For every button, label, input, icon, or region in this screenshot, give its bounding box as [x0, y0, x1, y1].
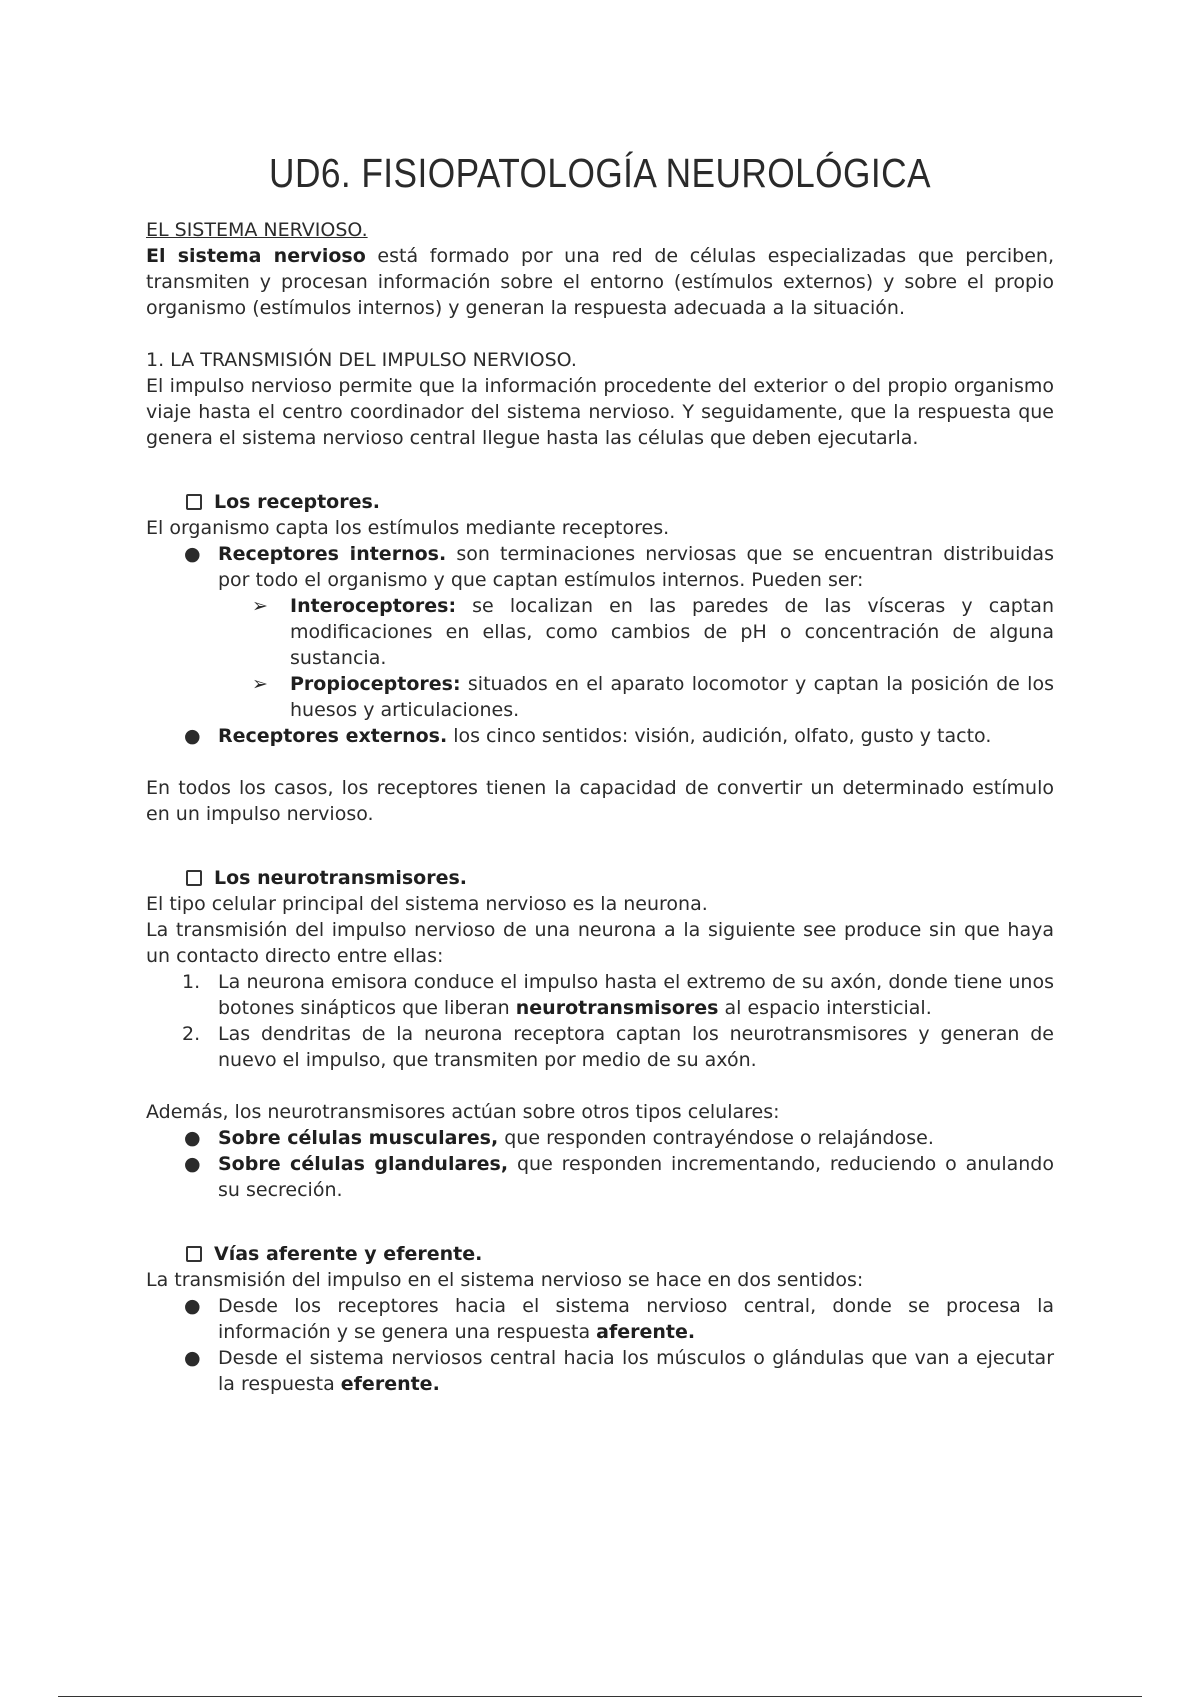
section-heading-sistema-nervioso: EL SISTEMA NERVIOSO. [146, 219, 368, 241]
neuro-title: Los neurotransmisores. [214, 867, 468, 889]
bullet-icon: ● [184, 1295, 201, 1317]
eferente-bold: eferente. [340, 1373, 440, 1395]
receptores-lead: El organismo capta los estímulos mediante receptores. [146, 517, 670, 539]
neuro-line2: La transmisión del impulso nervioso de una neurona a la siguiente see produce sin que haya un contacto directo entre ellas: [146, 919, 1054, 967]
bullet-icon: ● [184, 1127, 201, 1149]
spacer [146, 1203, 1054, 1241]
interoceptores-bold: Interoceptores: [290, 595, 457, 617]
checkbox-icon[interactable] [186, 1246, 202, 1262]
bullet-icon: ● [184, 1153, 201, 1175]
bullet-icon: ● [184, 543, 201, 565]
aferente-text: Desde los receptores hacia el sistema nervioso central, donde se procesa la información y se genera una respuesta [218, 1295, 1054, 1343]
bullet-icon: ● [184, 1347, 201, 1369]
spacer [146, 827, 1054, 865]
numbered-item [146, 1021, 1054, 1073]
propioceptores-bold: Propioceptores: [290, 673, 461, 695]
transmision-paragraph: El impulso nervioso permite que la información procedente del exterior o del propio organismo viaje hasta el centro coordinador del sistema nervioso. Y seguidamente, que la respuesta que genera el sistema nervioso central llegue hasta las células que deben ejecutarla. [146, 375, 1054, 449]
list-item [146, 1345, 1054, 1397]
section-heading-transmision: 1. LA TRANSMISIÓN DEL IMPULSO NERVIOSO. [146, 349, 577, 371]
glandulares-text: que responden incrementando, reduciendo o anulando su secreción. [218, 1153, 1054, 1201]
interoceptores-text: se localizan en las paredes de las vísceras y captan modificaciones en ellas, como cambios de pH o concentración de alguna sustancia. [290, 595, 1054, 669]
arrow-icon: ➢ [252, 673, 268, 695]
vias-title: Vías aferente y eferente. [214, 1243, 483, 1265]
propioceptores-text: situados en el aparato locomotor y captan la posición de los huesos y articulaciones. [290, 673, 1054, 721]
glandulares-bold: Sobre células glandulares, [218, 1153, 509, 1175]
aferente-bold: aferente. [596, 1321, 696, 1343]
eferente-text: Desde el sistema nerviosos central hacia los músculos o glándulas que van a ejecutar la respuesta [218, 1347, 1054, 1395]
intro-text: está formado por una red de células especializadas que perciben, transmiten y procesan información sobre el entorno (estímulos externos) y sobre el propio organismo (estímulos internos) y generan la respuesta adecuada a la situación. [146, 245, 1054, 319]
spacer [146, 321, 1054, 347]
item1-text: La neurona emisora conduce el impulso hasta el extremo de su axón, donde tiene unos botones sinápticos que liberan [218, 971, 1054, 1019]
list-item [146, 1293, 1054, 1345]
musculares-bold: Sobre células musculares, [218, 1127, 499, 1149]
list-item [146, 1125, 1054, 1151]
list-item [218, 671, 1054, 723]
externos-bold: Receptores externos. [218, 725, 448, 747]
checklist-item-vias[interactable] [146, 1241, 1054, 1267]
number-marker: 1. [182, 971, 201, 993]
spacer [146, 1073, 1054, 1099]
receptores-closing: En todos los casos, los receptores tienen la capacidad de convertir un determinado estímulo en un impulso nervioso. [146, 777, 1054, 825]
intro-bold: El sistema nervioso [146, 245, 366, 267]
number-marker: 2. [182, 1023, 201, 1045]
internos-text: son terminaciones nerviosas que se encuentran distribuidas por todo el organismo y que captan estímulos internos. Pueden ser: [218, 543, 1054, 591]
item1-bold: neurotransmisores [515, 997, 719, 1019]
vias-lead: La transmisión del impulso en el sistema nervioso se hace en dos sentidos: [146, 1269, 864, 1291]
externos-text: los cinco sentidos: visión, audición, olfato, gusto y tacto. [447, 725, 992, 747]
checklist-item-neurotransmisores[interactable] [146, 865, 1054, 891]
document-page [146, 150, 1054, 1397]
bullet-icon: ● [184, 725, 201, 747]
list-item [146, 541, 1054, 593]
internos-bold: Receptores internos. [218, 543, 447, 565]
item2-text: Las dendritas de la neurona receptora captan los neurotransmisores y generan de nuevo el impulso, que transmiten por medio de su axón. [218, 1023, 1054, 1071]
item1-text-end: al espacio intersticial. [718, 997, 932, 1019]
page-title: UD6. FISIOPATOLOGÍA NEUROLÓGICA [269, 150, 931, 196]
checkbox-icon[interactable] [186, 494, 202, 510]
ademas-line: Además, los neurotransmisores actúan sobre otros tipos celulares: [146, 1101, 780, 1123]
checklist-item-receptores[interactable] [146, 489, 1054, 515]
spacer [146, 451, 1054, 489]
checkbox-icon[interactable] [186, 870, 202, 886]
footer-divider [58, 1696, 1142, 1697]
list-item [146, 1151, 1054, 1203]
musculares-text: que responden contrayéndose o relajándose. [498, 1127, 934, 1149]
spacer [146, 749, 1054, 775]
receptores-title: Los receptores. [214, 491, 381, 513]
list-item [146, 723, 1054, 749]
numbered-item [146, 969, 1054, 1021]
arrow-icon: ➢ [252, 595, 268, 617]
intro-paragraph [146, 243, 1054, 321]
neuro-line1: El tipo celular principal del sistema nervioso es la neurona. [146, 893, 708, 915]
list-item [218, 593, 1054, 671]
